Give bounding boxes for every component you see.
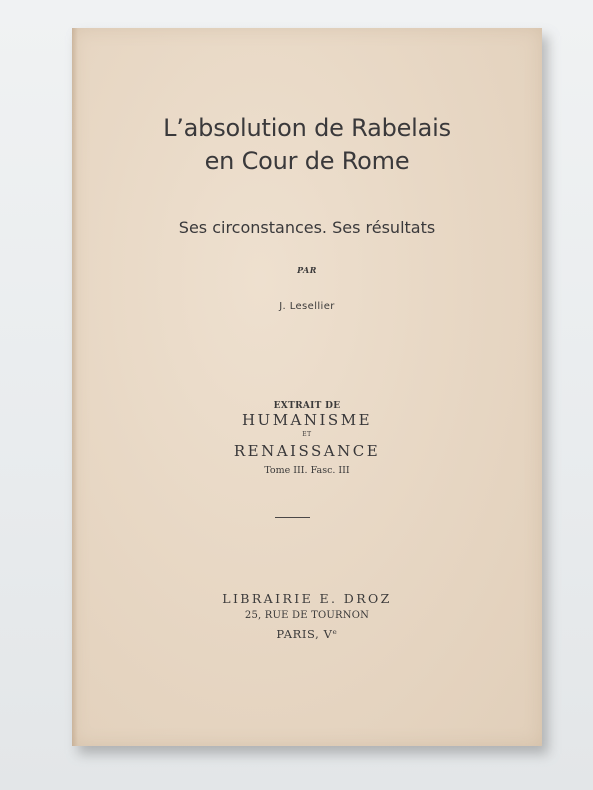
cover-author: J. Lesellier — [279, 301, 335, 312]
cover-title-line-2: en Cour de Rome — [204, 147, 410, 175]
cover-subtitle: Ses circonstances. Ses résultats — [178, 218, 436, 237]
cover-title-line-1: L’absolution de Rabelais — [163, 114, 451, 142]
cover-extrait-de: EXTRAIT DE — [273, 401, 341, 411]
journal-title-line-1: HUMANISME — [241, 411, 373, 429]
publisher-address: 25, RUE DE TOURNON — [244, 610, 370, 621]
journal-title-et: ET — [302, 431, 312, 438]
publisher-city: PARIS, Vᵉ — [276, 627, 338, 641]
divider-rule — [275, 517, 310, 518]
publisher-name: LIBRAIRIE E. DROZ — [222, 591, 392, 606]
cover-par: PAR — [297, 265, 317, 275]
booklet-cover — [72, 28, 542, 746]
journal-volume: Tome III. Fasc. III — [264, 465, 350, 476]
journal-title-line-2: RENAISSANCE — [233, 442, 381, 460]
